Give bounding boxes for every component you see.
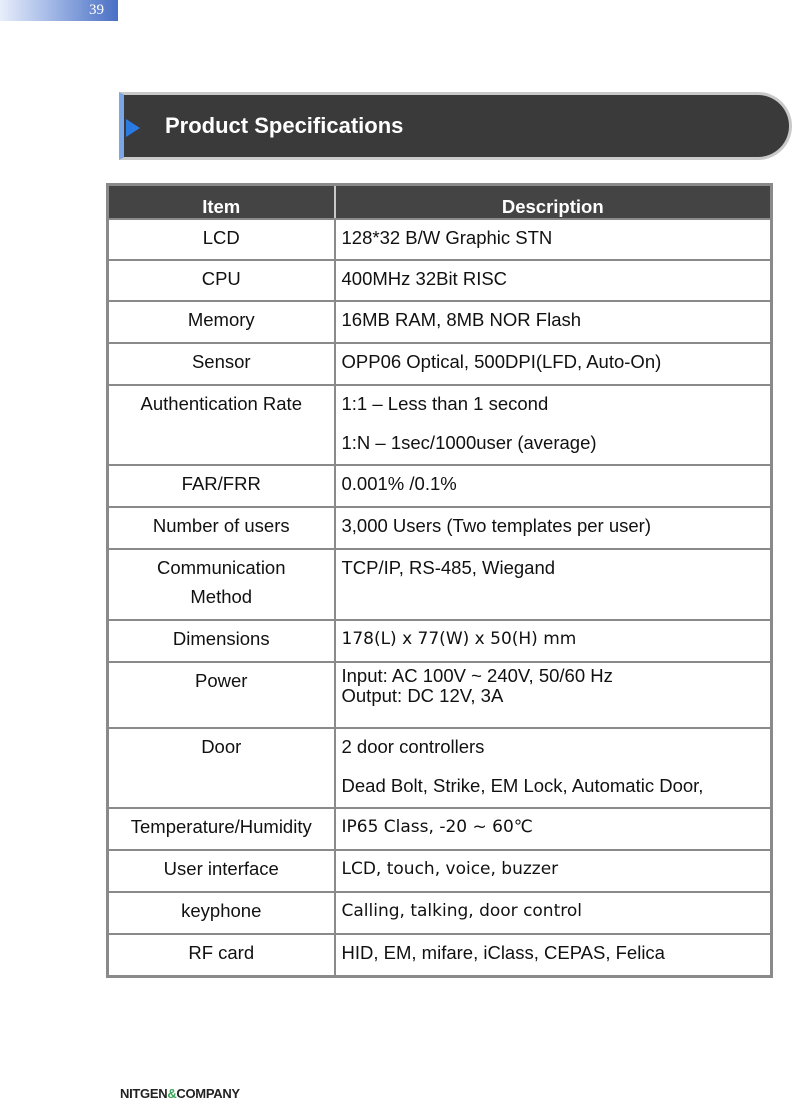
row-item: CPU <box>108 260 335 301</box>
row-item: Temperature/Humidity <box>108 808 335 850</box>
section-title-bar <box>119 92 792 160</box>
row-item: Sensor <box>108 343 335 385</box>
table-row <box>108 728 772 808</box>
row-description: 400MHz 32Bit RISC <box>335 260 772 301</box>
description-line: 1:1 – Less than 1 second <box>341 393 549 414</box>
page-number: 39 <box>0 0 118 21</box>
table-row <box>108 219 772 260</box>
table-row <box>108 808 772 850</box>
specifications-table <box>106 183 773 978</box>
table-row <box>108 549 772 620</box>
description-line: 1:N – 1sec/1000user (average) <box>341 432 597 453</box>
description-line: Output: DC 12V, 3A <box>341 685 504 706</box>
table-row <box>108 465 772 507</box>
section-title: Product Specifications <box>165 113 404 138</box>
row-description <box>335 728 772 808</box>
row-item: keyphone <box>108 892 335 934</box>
row-description: IP65 Class, -20 ~ 60℃ <box>335 808 772 850</box>
row-item: Power <box>108 662 335 728</box>
description-line: Dead Bolt, Strike, EM Lock, Automatic Door, <box>341 775 704 796</box>
column-header-description: Description <box>335 185 772 220</box>
item-line: Communication <box>156 557 286 578</box>
table-row <box>108 343 772 385</box>
table-row <box>108 934 772 976</box>
row-description: 128*32 B/W Graphic STN <box>335 219 772 260</box>
row-item: Memory <box>108 301 335 343</box>
row-item <box>108 549 335 620</box>
row-description: TCP/IP, RS-485, Wiegand <box>335 549 772 620</box>
column-header-item: Item <box>108 185 335 220</box>
row-item: Door <box>108 728 335 808</box>
row-description <box>335 385 772 465</box>
row-item: User interface <box>108 850 335 892</box>
description-line: 2 door controllers <box>341 736 485 757</box>
row-item: Authentication Rate <box>108 385 335 465</box>
row-description: OPP06 Optical, 500DPI(LFD, Auto-On) <box>335 343 772 385</box>
row-item: Number of users <box>108 507 335 549</box>
row-description: 3,000 Users (Two templates per user) <box>335 507 772 549</box>
item-line: Method <box>190 586 253 607</box>
table-row <box>108 260 772 301</box>
table-row <box>108 385 772 465</box>
table-header-row <box>108 185 772 220</box>
row-description: HID, EM, mifare, iClass, CEPAS, Felica <box>335 934 772 976</box>
row-description: Calling, talking, door control <box>335 892 772 934</box>
row-item: FAR/FRR <box>108 465 335 507</box>
row-description: 0.001% /0.1% <box>335 465 772 507</box>
row-item: LCD <box>108 219 335 260</box>
company-logo: NITGEN&COMPANY <box>120 1086 240 1101</box>
table-row <box>108 301 772 343</box>
play-arrow-icon <box>126 119 140 137</box>
table-row <box>108 620 772 662</box>
table-row <box>108 662 772 728</box>
description-line: Input: AC 100V ~ 240V, 50/60 Hz <box>341 665 613 686</box>
table-row <box>108 850 772 892</box>
row-description <box>335 662 772 728</box>
row-description: LCD, touch, voice, buzzer <box>335 850 772 892</box>
table-row <box>108 892 772 934</box>
row-description: 16MB RAM, 8MB NOR Flash <box>335 301 772 343</box>
row-description: 178(L) x 77(W) x 50(H) mm <box>335 620 772 662</box>
table-row <box>108 507 772 549</box>
row-item: RF card <box>108 934 335 976</box>
row-item: Dimensions <box>108 620 335 662</box>
